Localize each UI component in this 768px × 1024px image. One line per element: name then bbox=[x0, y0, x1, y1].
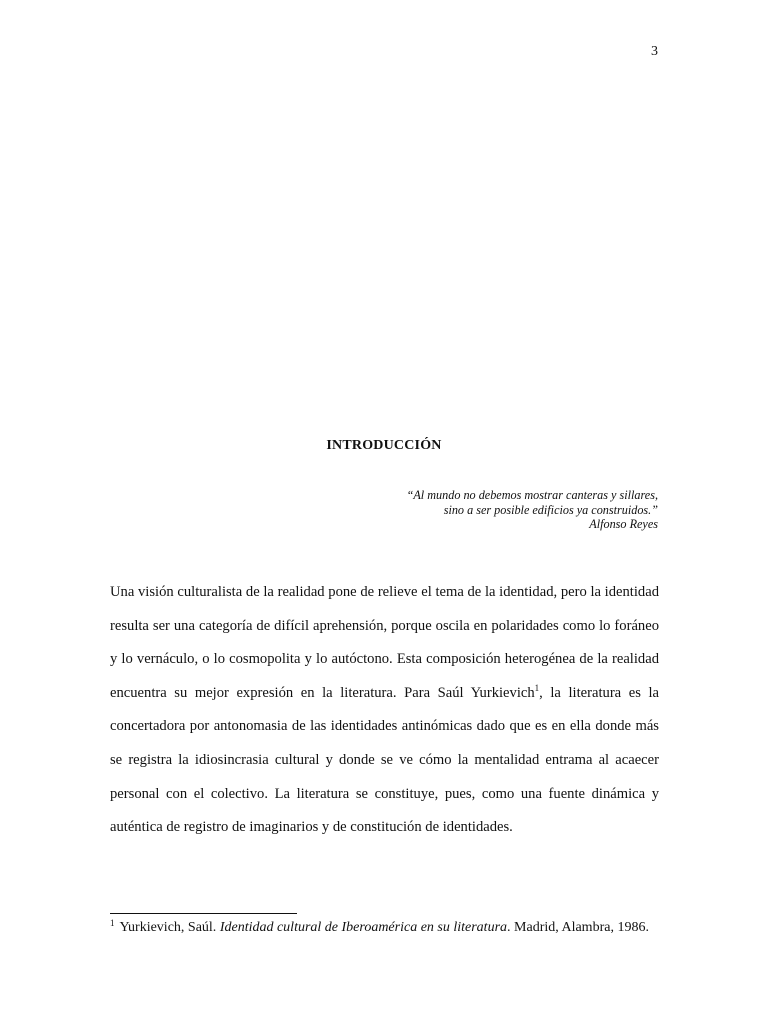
footnote-number: 1 bbox=[110, 918, 115, 928]
paragraph-text bbox=[110, 576, 659, 845]
epigraph-line-2: sino a ser posible edificios ya construidos.” bbox=[443, 502, 658, 517]
footnote-publication: . Madrid, Alambra, 1986. bbox=[507, 920, 649, 935]
body-paragraph bbox=[110, 576, 659, 845]
epigraph-line-1: “Al mundo no debemos mostrar canteras y sillares, bbox=[406, 488, 658, 502]
epigraph-author: Alfonso Reyes bbox=[589, 517, 658, 531]
footnote-author: Yurkievich, Saúl. bbox=[119, 920, 217, 935]
footnote-title: Identidad cultural de Iberoamérica en su literatura bbox=[219, 920, 508, 935]
epigraph bbox=[407, 488, 658, 532]
footnote bbox=[110, 920, 670, 936]
page-number: 3 bbox=[651, 44, 658, 59]
section-heading: INTRODUCCIÓN bbox=[326, 438, 442, 453]
footnote-reference: 1 bbox=[534, 682, 540, 693]
paragraph-text-part-1: Una visión culturalista de la realidad pone de relieve el tema de la identidad, pero la identidad resulta ser una categoría de difícil aprehensión, porque oscila en polaridades como lo foráneo y lo vernáculo, o lo cosmopolita y lo autóctono. Esta composición heterogénea de la realidad encuentra su mejor expresión en la literatura. Para Saúl Yurkievich bbox=[110, 584, 659, 701]
paragraph-text-part-2: , la literatura es la concertadora por antonomasia de las identidades antinómicas dado que es en ella donde más se registra la idiosincrasia cultural y donde se ve cómo la mentalidad entrama al acaecer personal con el colectivo. La literatura se constituye, pues, como una fuente dinámica y auténtica de registro de imaginarios y de constitución de identidades. bbox=[110, 684, 659, 836]
footnote-separator bbox=[110, 913, 297, 914]
